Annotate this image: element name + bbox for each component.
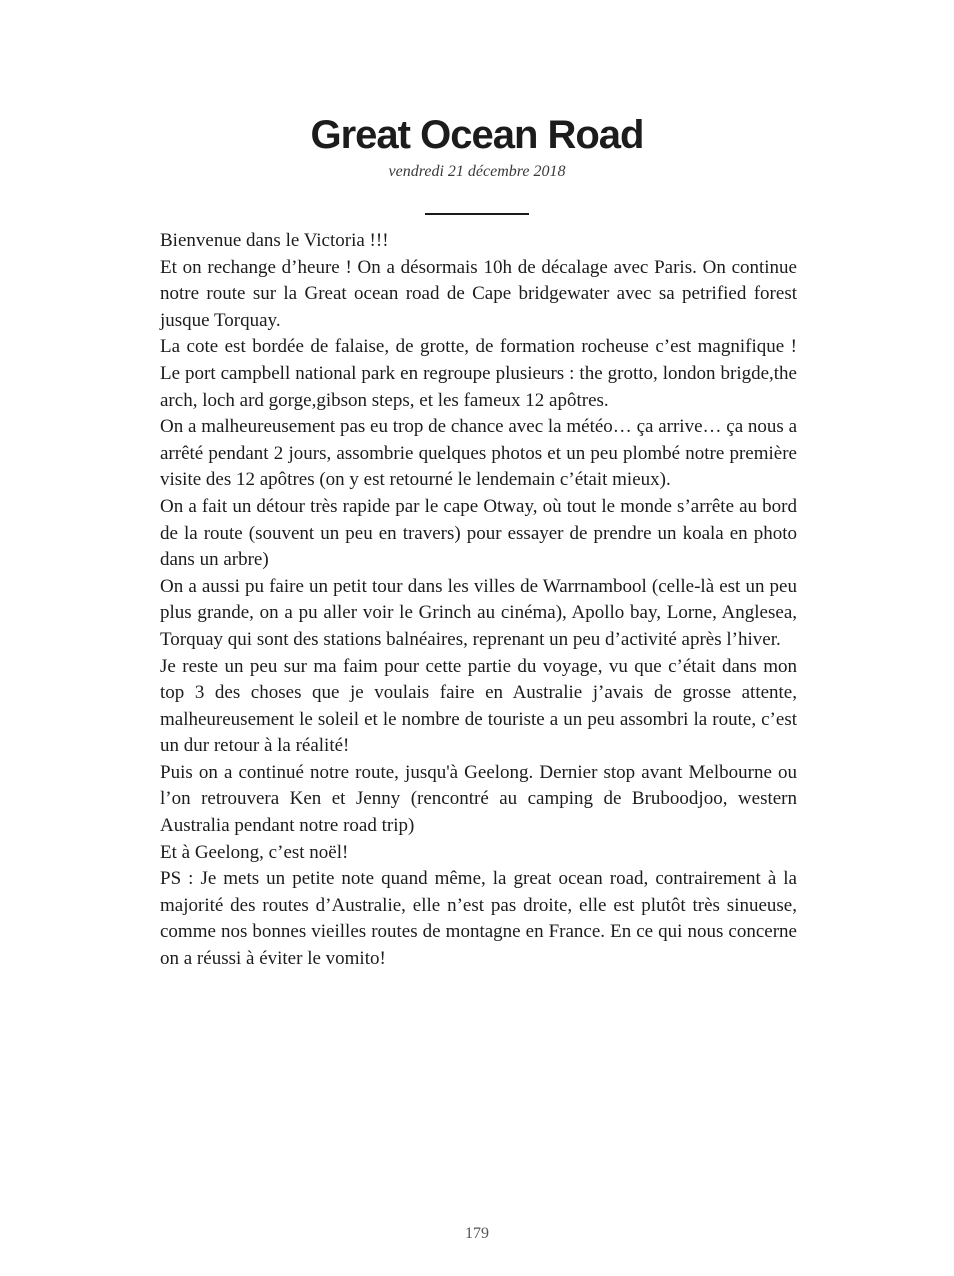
- paragraph: PS : Je mets un petite note quand même, la great ocean road, contrairement à la majorité des routes d’Australie, elle n’est pas droite, elle est plutôt très sinueuse, comme nos bonnes vieilles routes de montagne en France. En ce qui nous concerne on a réussi à éviter le vomito!: [160, 868, 797, 970]
- paragraph: On a malheureusement pas eu trop de chance avec la météo… ça arrive… ça nous a arrêté pendant 2 jours, assombrie quelques photos et un peu plombé notre première visite des 12 apôtres (on y est retourné le lendemain c’était mieux).: [160, 416, 797, 491]
- post-header: [0, 0, 954, 215]
- paragraph: Et à Geelong, c’est noël!: [160, 841, 349, 863]
- page-title: Great Ocean Road: [310, 113, 644, 157]
- paragraph: Je reste un peu sur ma faim pour cette partie du voyage, vu que c’était dans mon top 3 des choses que je voulais faire en Australie j’avais de grosse attente, malheureusement le soleil et le nombre de touriste a un peu assombri la route, c’est un dur retour à la réalité!: [160, 655, 797, 757]
- section-divider: [425, 213, 529, 215]
- paragraph: Puis on a continué notre route, jusqu'à Geelong. Dernier stop avant Melbourne ou l’on retrouvera Ken et Jenny (rencontré au camping de Bruboodjoo, western Australia pendant notre road trip): [160, 761, 797, 837]
- post-body: [160, 228, 797, 973]
- paragraph: Bienvenue dans le Victoria !!!: [160, 230, 389, 251]
- page-number: 179: [465, 1225, 489, 1242]
- paragraph: On a aussi pu faire un petit tour dans les villes de Warrnambool (celle-là est un peu plus grande, on a pu aller voir le Grinch au cinéma), Apollo bay, Lorne, Anglesea, Torquay qui sont des stations balnéaires, reprenant un peu d’activité après l’hiver.: [160, 575, 797, 650]
- paragraph: La cote est bordée de falaise, de grotte, de formation rocheuse c’est magnifique ! Le port campbell national park en regroupe plusieurs : the grotto, london brigde,the arch, loch ard gorge,gibson steps, et les fameux 12 apôtres.: [160, 336, 797, 411]
- post-date: vendredi 21 décembre 2018: [388, 163, 566, 180]
- paragraph: On a fait un détour très rapide par le cape Otway, où tout le monde s’arrête au bord de la route (souvent un peu en travers) pour essayer de prendre un koala en photo dans un arbre): [160, 495, 797, 571]
- paragraph: Et on rechange d’heure ! On a désormais 10h de décalage avec Paris. On continue notre route sur la Great ocean road de Cape bridgewater avec sa petrified forest jusque Torquay.: [160, 256, 797, 331]
